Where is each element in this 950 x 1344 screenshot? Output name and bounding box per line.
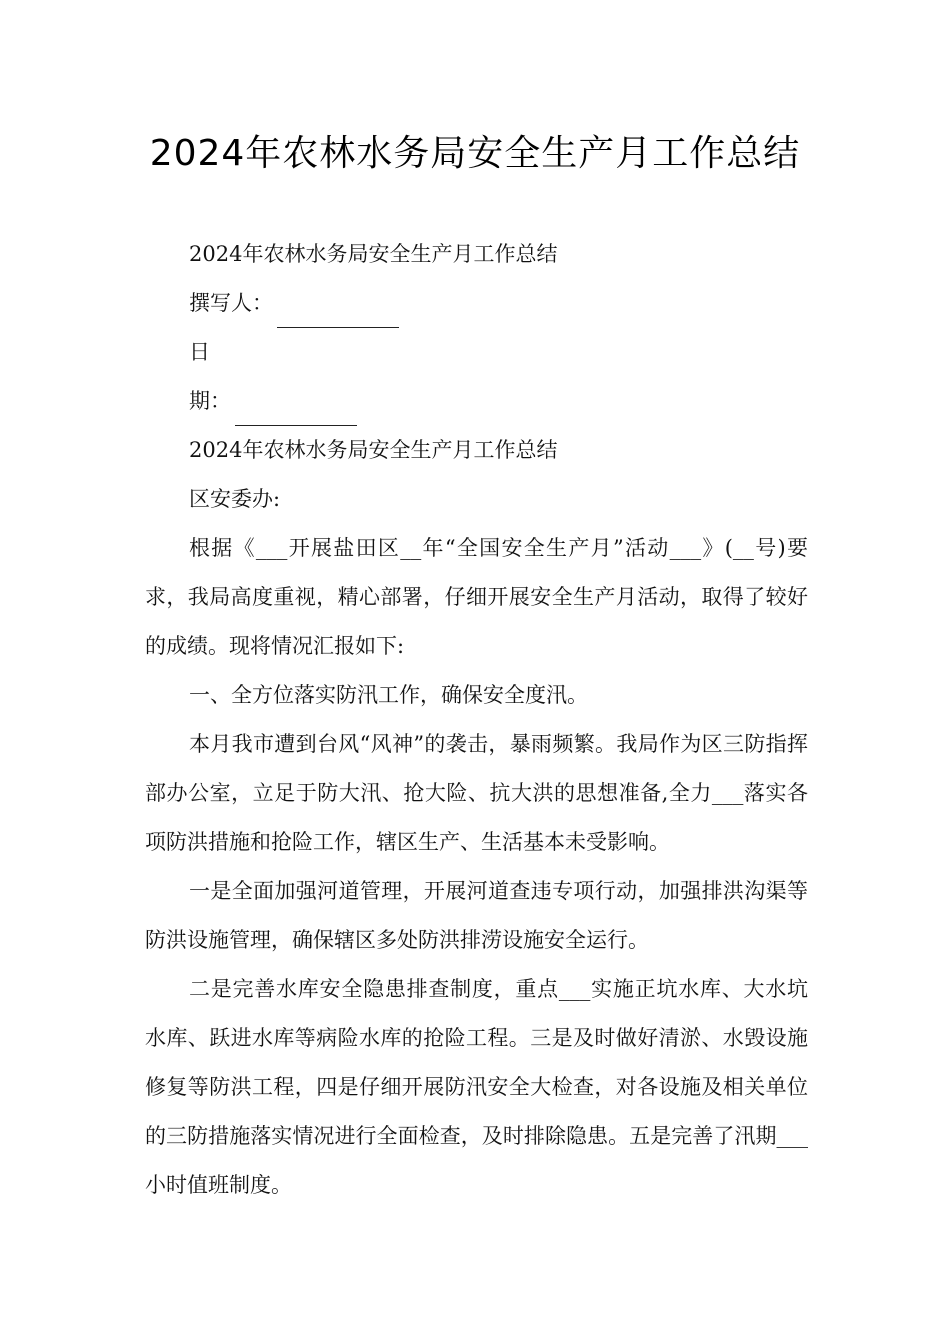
date-blank bbox=[235, 399, 357, 426]
date-line-1 bbox=[145, 328, 808, 377]
recipient: 区安委办: bbox=[189, 487, 281, 511]
author-label: 撰写人： bbox=[189, 291, 273, 315]
date-label-1: 日 bbox=[189, 340, 210, 364]
paragraph-river-management: 一是全面加强河道管理，开展河道查违专项行动，加强排洪沟渠等防洪设施管理，确保辖区多处防洪排涝设施安全运行。 bbox=[145, 879, 808, 952]
date-line-2 bbox=[145, 377, 808, 426]
document-body bbox=[145, 230, 808, 1210]
paragraph-intro: 根据《___开展盐田区__年“全国安全生产月”活动___》(__号)要求，我局高度重视，精心部署，仔细开展安全生产月活动，取得了较好的成绩。现将情况汇报如下: bbox=[145, 536, 808, 658]
paragraph-reservoir-safety: 二是完善水库安全隐患排查制度，重点___实施正坑水库、大水坑水库、跃进水库等病险水库的抢险工程。三是及时做好清淤、水毁设施修复等防洪工程，四是仔细开展防汛安全大检查，对各设施及相关单位的三防措施落实情况进行全面检查，及时排除隐患。五是完善了汛期___小时值班制度。 bbox=[145, 977, 808, 1197]
document-title: 2024年农林水务局安全生产月工作总结 bbox=[149, 133, 801, 174]
date-label-2: 期： bbox=[189, 389, 231, 413]
subtitle: 2024年农林水务局安全生产月工作总结 bbox=[189, 242, 558, 266]
subtitle-line bbox=[145, 230, 808, 279]
subtitle-2: 2024年农林水务局安全生产月工作总结 bbox=[189, 438, 558, 462]
paragraph-section-heading: 一、全方位落实防汛工作，确保安全度汛。 bbox=[189, 683, 588, 707]
author-line bbox=[145, 279, 808, 328]
recipient-line bbox=[145, 475, 808, 524]
subtitle-line-2 bbox=[145, 426, 808, 475]
author-blank bbox=[277, 301, 399, 328]
paragraph-typhoon: 本月我市遭到台风“风神”的袭击，暴雨频繁。我局作为区三防指挥部办公室，立足于防大汛、抢大险、抗大洪的思想准备,全力___落实各项防洪措施和抢险工作，辖区生产、生活基本未受影响。 bbox=[145, 732, 808, 854]
